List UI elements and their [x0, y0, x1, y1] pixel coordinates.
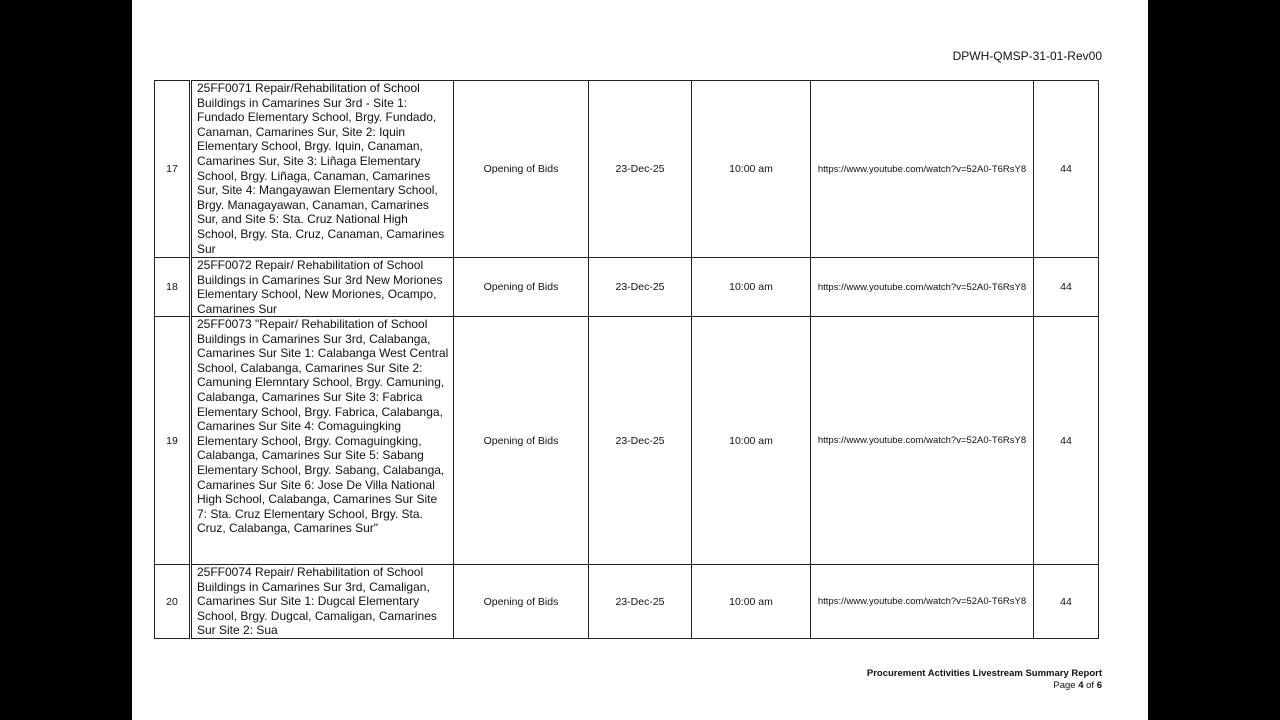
page-footer — [867, 668, 1102, 692]
project-text: 25FF0073 "Repair/ Rehabilitation of School Buildings in Camarines Sur 3rd, Calabanga, Camarines Sur Site 1: Calabanga West Central School, Calabanga, Camarines Sur Site 2: Camuning Elemntary School, Brgy. Camuning, Calabanga, Camarines Sur Site 3: Fabrica Elementary School, Brgy. Fabrica, Calabanga, Camarines Sur Site 4: Comaguingking Elementary School, Brgy. Comaguingking, Calabanga, Camarines Sur Site 5: Sabang Elementary School, Brgy. Sabang, Calabanga, Camarines Sur Site 6: Jose De Villa National High School, Calabanga, Camarines Sur Site 7: Sta. Cruz Elementary School, Brgy. Sta. Cruz, Calabanga, Camarines Sur" — [197, 317, 449, 536]
time-cell: 10:00 am — [692, 258, 811, 317]
count-cell: 44 — [1034, 565, 1099, 639]
project-description — [191, 317, 454, 565]
page-current: 4 — [1078, 680, 1084, 691]
table-row — [155, 317, 1099, 565]
table-row — [155, 258, 1099, 317]
page-indicator — [867, 680, 1102, 692]
report-title: Procurement Activities Livestream Summary Report — [866, 668, 1102, 679]
project-text: 25FF0074 Repair/ Rehabilitation of School Buildings in Camarines Sur 3rd, Camaligan, Camarines Sur Site 1: Dugcal Elementary School, Brgy. Dugcal, Camaligan, Camarines Sur Site 2: Sua — [197, 565, 437, 638]
date-cell: 23-Dec-25 — [589, 81, 692, 258]
project-description — [191, 81, 454, 258]
project-text: 25FF0071 Repair/Rehabilitation of School Buildings in Camarines Sur 3rd - Site 1: Fundado Elementary School, Brgy. Fundado, Canaman, Camarines Sur, Site 2: Iquin Elementary School, Brgy. Iquin, Canaman, Camarines Sur, Site 3: Liñaga Elementary School, Brgy. Liñaga, Canaman, Camarines Sur, Site 4: Mangayawan Elementary School, Brgy. Managayawan, Canaman, Camarines Sur, and Site 5: Sta. Cruz National High School, Brgy. Sta. Cruz, Canaman, Camarines Sur — [197, 81, 445, 256]
count-cell: 44 — [1034, 317, 1099, 565]
row-number: 19 — [155, 317, 191, 565]
page-word: Page — [1053, 680, 1076, 691]
page-total: 6 — [1096, 680, 1102, 691]
date-cell: 23-Dec-25 — [589, 258, 692, 317]
count-cell: 44 — [1034, 258, 1099, 317]
livestream-link[interactable]: https://www.youtube.com/watch?v=52A0-T6RsY8 — [811, 317, 1034, 565]
activity-cell: Opening of Bids — [454, 317, 589, 565]
project-description — [191, 565, 454, 639]
livestream-link[interactable]: https://www.youtube.com/watch?v=52A0-T6RsY8 — [811, 565, 1034, 639]
activity-cell: Opening of Bids — [454, 565, 589, 639]
document-code: DPWH-QMSP-31-01-Rev00 — [952, 49, 1102, 63]
bids-table — [154, 80, 1099, 639]
activity-cell: Opening of Bids — [454, 81, 589, 258]
project-text: 25FF0072 Repair/ Rehabilitation of School Buildings in Camarines Sur 3rd New Moriones Elementary School, New Moriones, Ocampo, Camarines Sur — [197, 258, 443, 316]
time-cell: 10:00 am — [692, 565, 811, 639]
date-cell: 23-Dec-25 — [589, 565, 692, 639]
livestream-link[interactable]: https://www.youtube.com/watch?v=52A0-T6RsY8 — [811, 81, 1034, 258]
count-cell: 44 — [1034, 81, 1099, 258]
document-page — [132, 0, 1148, 720]
table-row — [155, 565, 1099, 639]
table-row — [155, 81, 1099, 258]
row-number: 17 — [155, 81, 191, 258]
livestream-link[interactable]: https://www.youtube.com/watch?v=52A0-T6RsY8 — [811, 258, 1034, 317]
row-number: 20 — [155, 565, 191, 639]
date-cell: 23-Dec-25 — [589, 317, 692, 565]
time-cell: 10:00 am — [692, 81, 811, 258]
activity-cell: Opening of Bids — [454, 258, 589, 317]
project-description — [191, 258, 454, 317]
page-of: of — [1086, 680, 1095, 691]
time-cell: 10:00 am — [692, 317, 811, 565]
row-number: 18 — [155, 258, 191, 317]
